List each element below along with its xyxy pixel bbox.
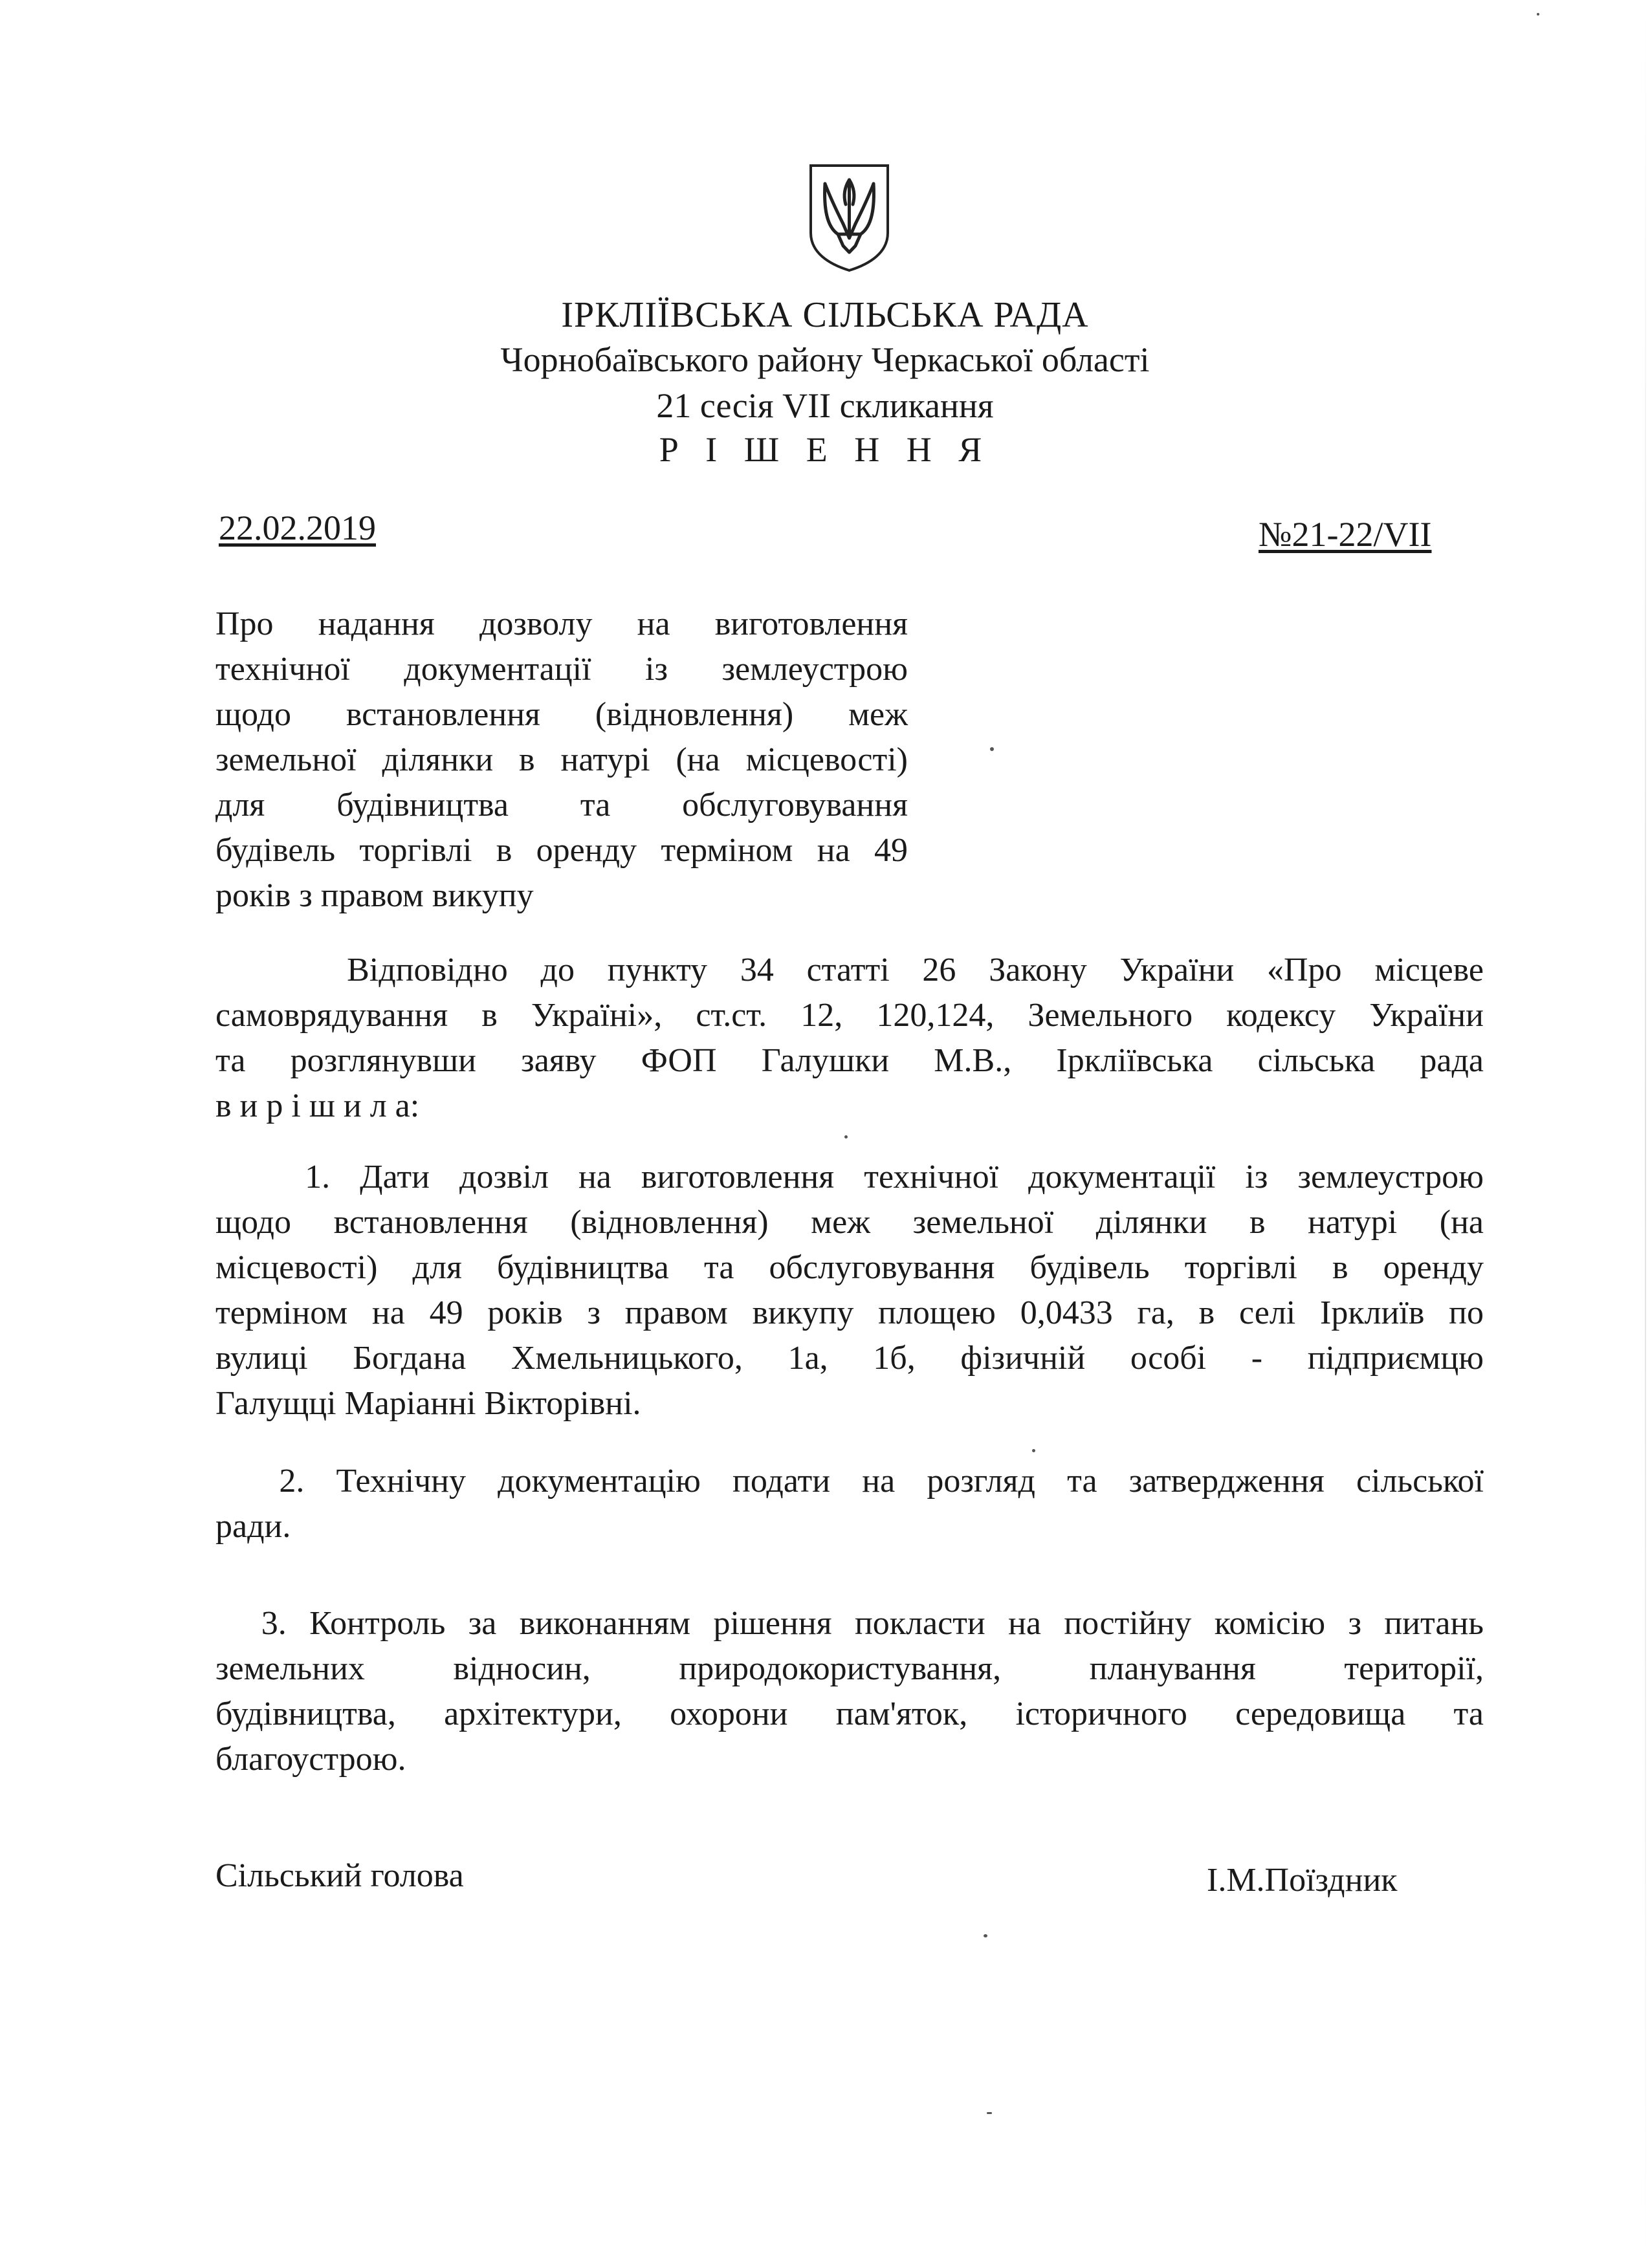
paragraph-line: ради. bbox=[215, 1508, 291, 1545]
decision-subject bbox=[215, 602, 908, 919]
paragraph-line: земельних відносин, природокористування, планування території, bbox=[215, 1650, 1484, 1687]
subject-line: Про надання дозволу на виготовлення bbox=[215, 605, 908, 642]
scan-speck bbox=[987, 2112, 992, 2114]
scan-speck bbox=[844, 1135, 848, 1139]
subject-line: для будівництва та обслуговування bbox=[215, 787, 908, 823]
paragraph-line: Галущці Маріанні Вікторівні. bbox=[215, 1385, 641, 1422]
scan-speck bbox=[1032, 1449, 1035, 1452]
paragraph-line: щодо встановлення (відновлення) меж земельної ділянки в натурі (на bbox=[215, 1204, 1484, 1241]
signatory-name: І.М.Поїздник bbox=[1207, 1862, 1398, 1899]
paragraph-line: самоврядування в Україні», ст.ст. 12, 120,124, Земельного кодексу України bbox=[215, 997, 1484, 1034]
signatory-title: Сільський голова bbox=[215, 1857, 464, 1894]
district-name: Чорнобаївського району Черкаської області bbox=[500, 340, 1150, 379]
document-type: Р І Ш Е Н Н Я bbox=[659, 430, 991, 469]
resolved-label: в и р і ш и л а: bbox=[215, 1087, 420, 1124]
paragraph-line: будівництва, архітектури, охорони пам'яток, історичного середовища та bbox=[215, 1696, 1484, 1732]
subject-line: будівель торгівлі в оренду терміном на 49 bbox=[215, 832, 908, 869]
paragraph-line: вулиці Богдана Хмельницького, 1а, 1б, фізичній особі - підприємцю bbox=[215, 1340, 1484, 1377]
paragraph-line: Відповідно до пункту 34 статті 26 Закону України «Про місцеве bbox=[215, 952, 1484, 988]
session-info: 21 сесія VII скликання bbox=[656, 386, 994, 425]
paragraph-line: 2. Технічну документацію подати на розгляд та затвердження сільської bbox=[215, 1463, 1484, 1499]
paragraph-line: місцевості) для будівництва та обслуговування будівель торгівлі в оренду bbox=[215, 1249, 1484, 1286]
scan-speck bbox=[984, 1934, 987, 1937]
subject-line: щодо встановлення (відновлення) меж bbox=[215, 696, 908, 733]
scan-speck bbox=[990, 747, 994, 751]
trident-coat-of-arms-icon bbox=[806, 162, 893, 273]
subject-line: технічної документації із землеустрою bbox=[215, 651, 908, 688]
decision-item-2 bbox=[215, 1459, 1484, 1549]
subject-line: земельної ділянки в натурі (на місцевості) bbox=[215, 741, 908, 778]
decision-item-1 bbox=[215, 1155, 1484, 1426]
preamble-paragraph bbox=[215, 948, 1484, 1129]
paragraph-line: терміном на 49 років з правом викупу площею 0,0433 га, в селі Ірклиїв по bbox=[215, 1294, 1484, 1331]
decision-date: 22.02.2019 bbox=[219, 508, 376, 547]
decision-number: №21-22/VII bbox=[1259, 515, 1432, 554]
scan-edge-line bbox=[1645, 0, 1646, 2268]
paragraph-line: 1. Дати дозвіл на виготовлення технічної документації із землеустрою bbox=[215, 1159, 1484, 1195]
scan-speck bbox=[1537, 13, 1539, 16]
paragraph-line: 3. Контроль за виконанням рішення покласти на постійну комісію з питань bbox=[215, 1605, 1484, 1642]
subject-line: років з правом викупу bbox=[215, 877, 534, 914]
paragraph-line: благоустрою. bbox=[215, 1741, 406, 1778]
council-name: ІРКЛІЇВСЬКА СІЛЬСЬКА РАДА bbox=[561, 295, 1089, 335]
decision-item-3 bbox=[215, 1601, 1484, 1782]
paragraph-line: та розглянувши заяву ФОП Галушки М.В., Ірклiївська сільська рада bbox=[215, 1042, 1484, 1079]
